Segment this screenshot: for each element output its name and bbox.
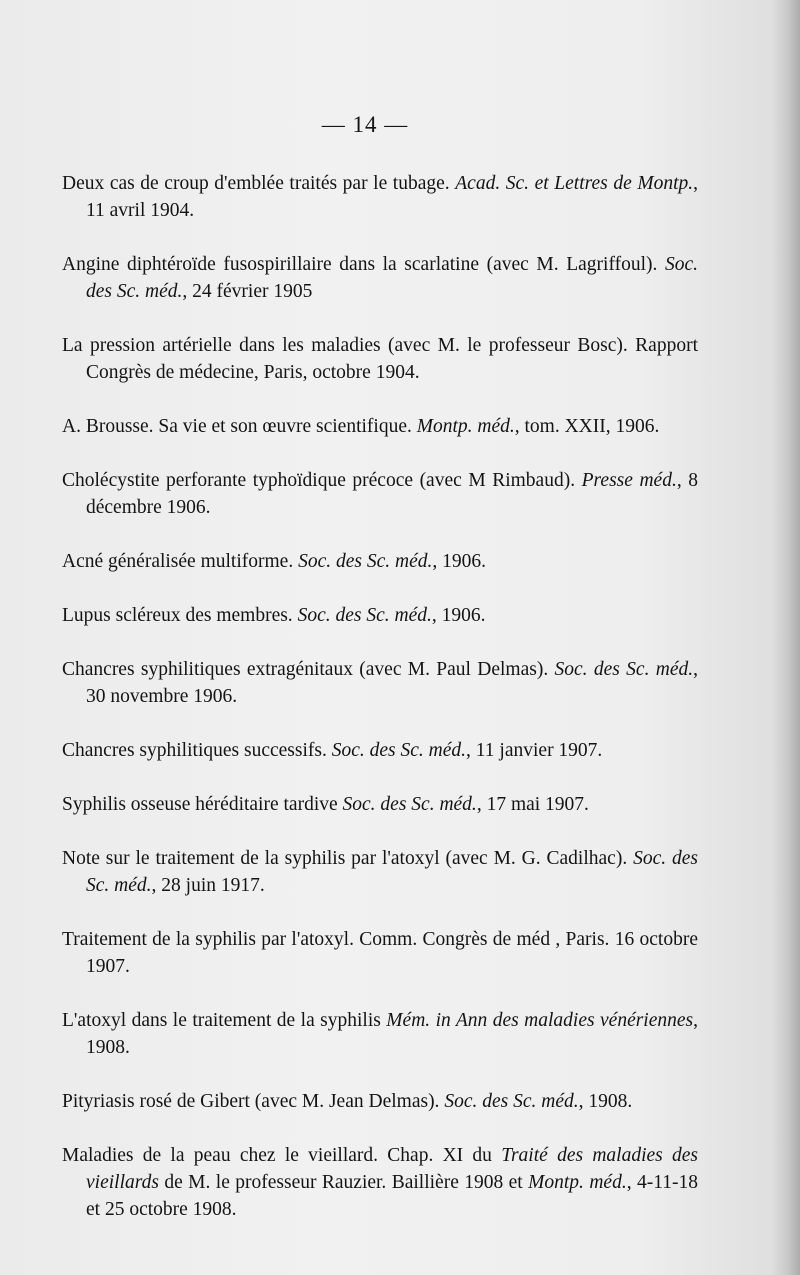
bibliography-entry: Maladies de la peau chez le vieillard. Chap. XI du Traité des maladies des vieillards de M. le professeur Rauzier. Baillière 1908 et Montp. méd., 4-11-18 et 25 octobre 1908.	[62, 1144, 699, 1220]
bibliography-entry: Syphilis osseuse héréditaire tardive Soc. des Sc. méd., 17 mai 1907.	[62, 793, 589, 815]
bibliography-entry: Chancres syphilitiques successifs. Soc. des Sc. méd., 11 janvier 1907.	[62, 739, 603, 761]
bibliography-entry: Angine diphtéroïde fusospirillaire dans la scarlatine (avec M. Lagriffoul). Soc. des Sc. méd., 24 février 1905	[62, 253, 698, 302]
bibliography-entry: Deux cas de croup d'emblée traités par le tubage. Acad. Sc. et Lettres de Montp., 11 avril 1904.	[62, 172, 698, 221]
page-edge-shadow	[772, 0, 800, 1275]
bibliography-entry: Chancres syphilitiques extragénitaux (avec M. Paul Delmas). Soc. des Sc. méd., 30 novembre 1906.	[62, 658, 698, 707]
bibliography-entry: Lupus scléreux des membres. Soc. des Sc. méd., 1906.	[62, 604, 486, 626]
bibliography-entry: Note sur le traitement de la syphilis par l'atoxyl (avec M. G. Cadilhac). Soc. des Sc. méd., 28 juin 1917.	[62, 847, 698, 896]
bibliography-entry: Acné généralisée multiforme. Soc. des Sc. méd., 1906.	[62, 550, 486, 572]
bibliography-entry: Traitement de la syphilis par l'atoxyl. Comm. Congrès de méd , Paris. 16 octobre 1907.	[62, 928, 698, 977]
page-number: — 14 —	[321, 112, 409, 137]
bibliography-entry: La pression artérielle dans les maladies (avec M. le professeur Bosc). Rapport Congrès de médecine, Paris, octobre 1904.	[62, 334, 698, 383]
bibliography-entry: A. Brousse. Sa vie et son œuvre scientifique. Montp. méd., tom. XXII, 1906.	[62, 415, 660, 437]
bibliography-entry: Pityriasis rosé de Gibert (avec M. Jean Delmas). Soc. des Sc. méd., 1908.	[62, 1090, 633, 1112]
bibliography-list	[62, 150, 698, 1250]
bibliography-entry: L'atoxyl dans le traitement de la syphilis Mém. in Ann des maladies vénériennes, 1908.	[62, 1009, 698, 1058]
bibliography-entry: Cholécystite perforante typhoïdique précoce (avec M Rimbaud). Presse méd., 8 décembre 1906.	[62, 469, 699, 518]
